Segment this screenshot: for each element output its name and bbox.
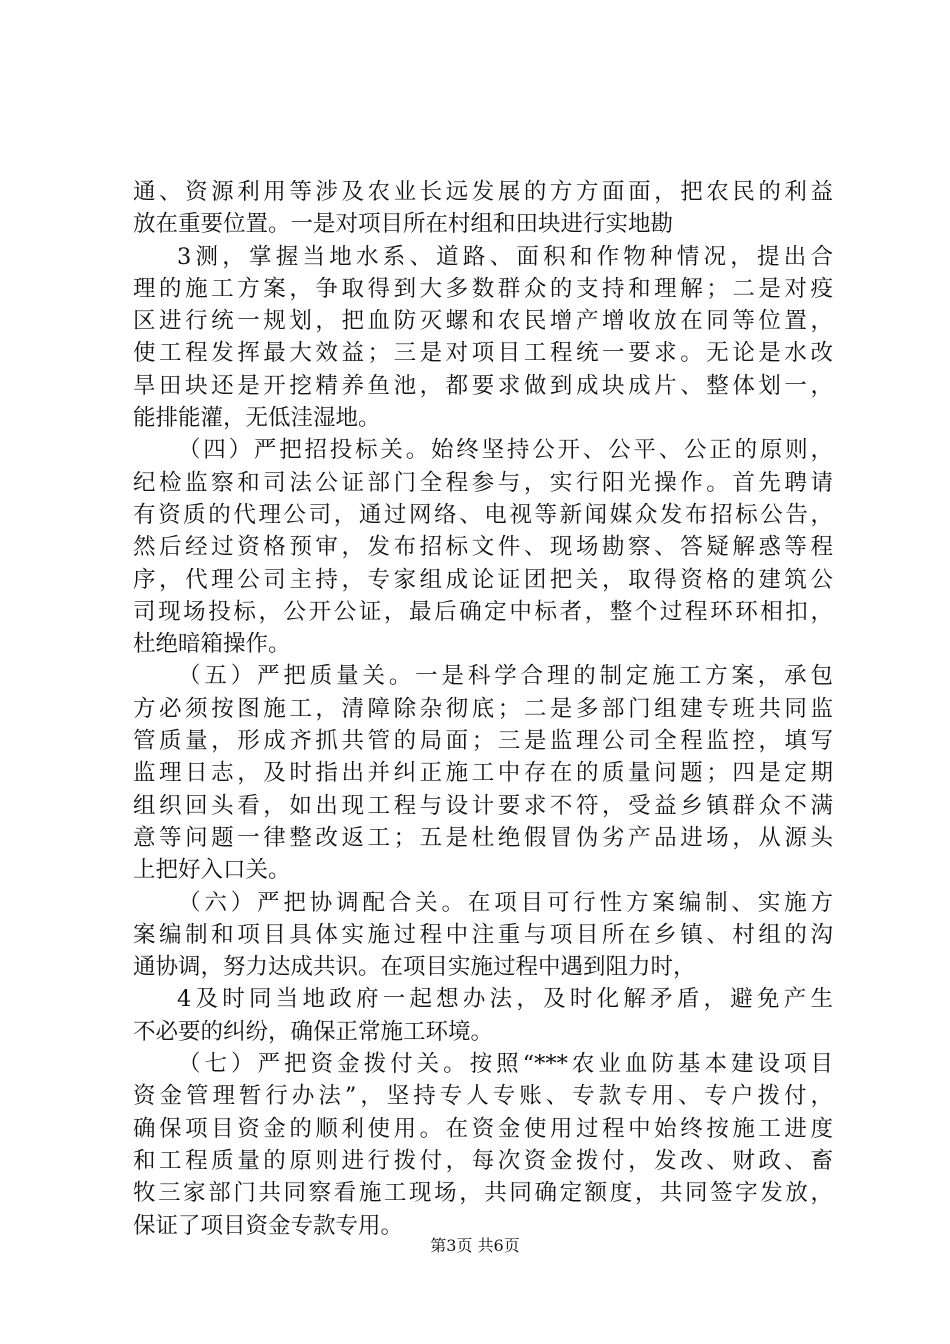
text-line: 杜绝暗箱操作。 <box>133 631 291 658</box>
text-line: 理的施工方案，争取得到大多数群众的支持和理解；二是对疫 <box>133 275 833 302</box>
text-line: 牧三家部门共同察看施工现场，共同确定额度，共同签字发放， <box>133 1180 833 1207</box>
text-line: 通、资源利用等涉及农业长远发展的方方面面，把农民的利益 <box>133 179 833 205</box>
text-line: 资金管理暂行办法”，坚持专人专账、专款专用、专户拨付， <box>133 1083 833 1110</box>
text-line: （七）严把资金拨付关。按照“***农业血防基本建设项目 <box>178 1051 833 1078</box>
text-line: 上把好入口关。 <box>133 857 291 884</box>
page-footer: 第3页 共6页 <box>430 1236 520 1255</box>
text-line: 然后经过资格预审，发布招标文件、现场勘察、答疑解惑等程 <box>133 534 833 561</box>
text-line: 通协调，努力达成共识。在项目实施过程中遇到阻力时， <box>133 954 696 981</box>
text-line: 管质量，形成齐抓共管的局面；三是监理公司全程监控，填写 <box>133 728 833 755</box>
text-line: 纪检监察和司法公证部门全程参与，实行阳光操作。首先聘请 <box>133 469 833 496</box>
text-line: 案编制和项目具体实施过程中注重与项目所在乡镇、村组的沟 <box>133 921 833 948</box>
text-line: （五）严把质量关。一是科学合理的制定施工方案，承包 <box>178 663 833 690</box>
text-line: 序，代理公司主持，专家组成论证团把关，取得资格的建筑公 <box>133 566 833 593</box>
text-line: （四）严把招投标关。始终坚持公开、公平、公正的原则， <box>178 437 833 464</box>
text-line: 有资质的代理公司，通过网络、电视等新闻媒众发布招标公告， <box>133 501 833 528</box>
text-line: 意等问题一律整改返工；五是杜绝假冒伪劣产品进场，从源头 <box>133 824 833 851</box>
text-line: 使工程发挥最大效益；三是对项目工程统一要求。无论是水改 <box>133 340 833 367</box>
text-line: 不必要的纠纷，确保正常施工环境。 <box>133 1018 494 1045</box>
text-line: 监理日志，及时指出并纠正施工中存在的质量问题；四是定期 <box>133 760 833 787</box>
text-line: 司现场投标，公开公证，最后确定中标者，整个过程环环相扣， <box>133 598 833 625</box>
text-line: 放在重要位置。一是对项目所在村组和田块进行实地勘 <box>133 211 674 238</box>
text-line: 4及时同当地政府一起想办法，及时化解矛盾，避免产生 <box>177 986 833 1013</box>
text-line: 保证了项目资金专款专用。 <box>133 1212 404 1239</box>
text-line: 组织回头看，如出现工程与设计要求不符，受益乡镇群众不满 <box>133 792 833 819</box>
text-line: （六）严把协调配合关。在项目可行性方案编制、实施方 <box>178 889 833 916</box>
text-line: 方必须按图施工，清障除杂彻底；二是多部门组建专班共同监 <box>133 695 833 722</box>
text-line: 3测，掌握当地水系、道路、面积和作物种情况，提出合 <box>177 243 833 270</box>
text-line: 区进行统一规划，把血防灭螺和农民增产增收放在同等位置， <box>133 308 833 335</box>
text-line: 确保项目资金的顺利使用。在资金使用过程中始终按施工进度 <box>133 1115 833 1142</box>
text-line: 和工程质量的原则进行拨付，每次资金拨付，发改、财政、畜 <box>133 1147 833 1174</box>
document-body <box>133 176 833 1242</box>
text-line: 旱田块还是开挖精养鱼池，都要求做到成块成片、整体划一， <box>133 372 833 399</box>
text-line: 能排能灌，无低洼湿地。 <box>133 405 381 432</box>
